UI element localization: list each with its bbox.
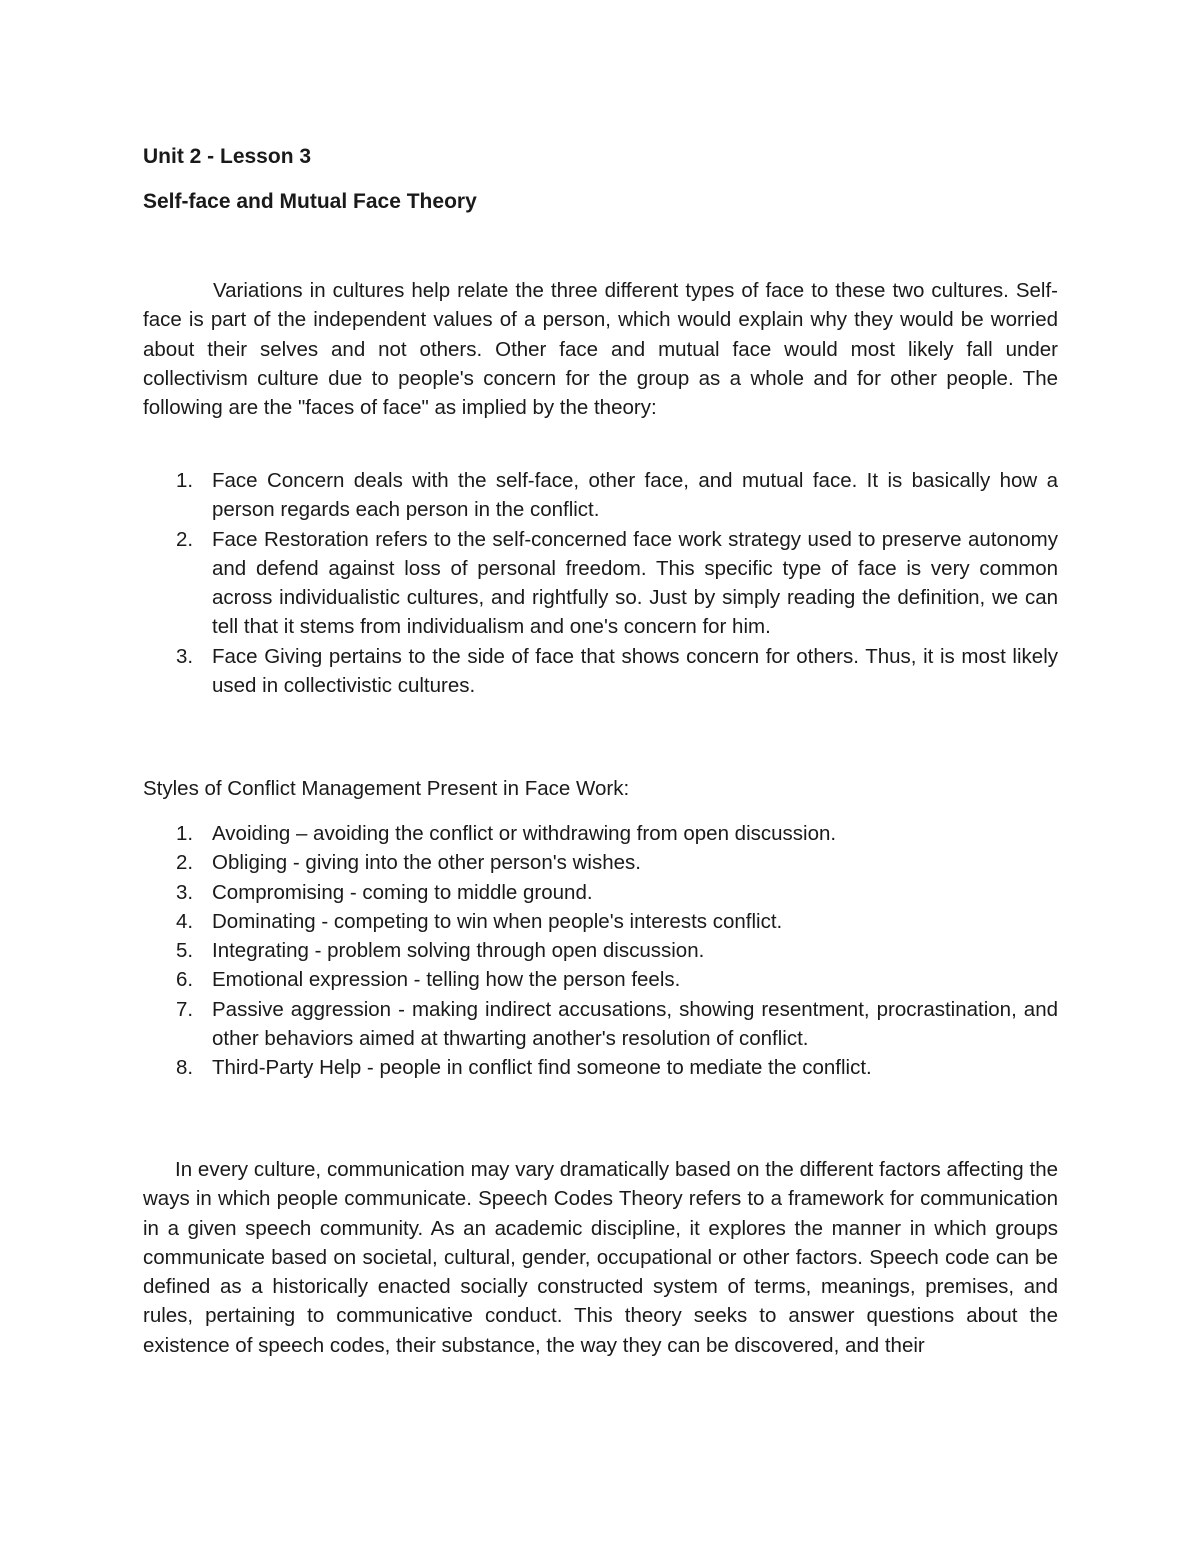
- list-item-text: Compromising - coming to middle ground.: [212, 880, 593, 904]
- list-item: [143, 907, 1058, 936]
- list-item-number: 3.: [176, 644, 194, 668]
- conflict-styles-list: [143, 819, 1058, 1083]
- list-item: [143, 819, 1058, 848]
- intro-paragraph: Variations in cultures help relate the three different types of face to these two cultures. Self-face is part of the independent values of a person, which would explain why they would be worried about their selves and not others. Other face and mutual face would most likely fall under collectivism culture due to people's concern for the group as a whole and for other people. The following are the "faces of face" as implied by the theory:: [143, 279, 1058, 420]
- list-item-number: 1.: [176, 822, 194, 845]
- speech-codes-paragraph: In every culture, communication may vary dramatically based on the different factors affecting the ways in which people communicate. Speech Codes Theory refers to a framework for communication in a given speech community. As an academic discipline, it explores the manner in which groups communicate based on societal, cultural, gender, occupational or other factors. Speech code can be defined as a historically enacted socially constructed system of terms, meanings, premises, and rules, pertaining to communicative conduct. This theory seeks to answer questions about the existence of speech codes, their substance, the way they can be discovered, and their: [143, 1158, 1058, 1357]
- list-item-text: Passive aggression - making indirect accusations, showing resentment, procrastination, and other behaviors aimed at thwarting another's resolution of conflict.: [212, 997, 1058, 1051]
- list-item: [143, 965, 1058, 994]
- list-item-text: Third-Party Help - people in conflict find someone to mediate the conflict.: [212, 1056, 872, 1080]
- faces-of-face-list: [143, 466, 1058, 700]
- list-item-number: 7.: [176, 997, 194, 1021]
- list-item-text: Face Concern deals with the self-face, other face, and mutual face. It is basically how a person regards each person in the conflict.: [212, 469, 1058, 522]
- list-item-text: Face Restoration refers to the self-concerned face work strategy used to preserve autonomy and defend against loss of personal freedom. This specific type of face is very common across individualistic cultures, and rightfully so. Just by simply reading the definition, we can tell that it stems from individualism and one's concern for him.: [212, 527, 1058, 639]
- list-item: [143, 936, 1058, 965]
- lesson-title: Unit 2 - Lesson 3: [143, 145, 312, 168]
- list-item-text: Avoiding – avoiding the conflict or withdrawing from open discussion.: [212, 822, 837, 845]
- list-item: [143, 1053, 1058, 1082]
- list-item-number: 3.: [176, 880, 194, 904]
- list-item-number: 4.: [176, 909, 194, 933]
- list-item: [143, 995, 1058, 1054]
- list-item-number: 8.: [176, 1056, 194, 1080]
- list-item-text: Face Giving pertains to the side of face that shows concern for others. Thus, it is most likely used in collectivistic cultures.: [212, 644, 1058, 698]
- list-item: [143, 525, 1058, 642]
- list-item-number: 5.: [176, 939, 194, 963]
- lesson-subtitle: Self-face and Mutual Face Theory: [143, 190, 477, 213]
- list-item-number: 6.: [176, 968, 194, 992]
- list-item-number: 2.: [176, 527, 194, 551]
- list-item-number: 1.: [176, 469, 194, 492]
- list-item-text: Integrating - problem solving through open discussion.: [212, 939, 705, 963]
- list-item: [143, 878, 1058, 907]
- list-item: [143, 466, 1058, 525]
- list-item-text: Dominating - competing to win when people's interests conflict.: [212, 909, 783, 933]
- list-item-text: Obliging - giving into the other person's wishes.: [212, 851, 641, 875]
- list-item: [143, 848, 1058, 877]
- list-item-number: 2.: [176, 851, 194, 875]
- styles-heading: Styles of Conflict Management Present in Face Work:: [143, 777, 630, 800]
- list-item: [143, 642, 1058, 701]
- list-item-text: Emotional expression - telling how the person feels.: [212, 968, 681, 992]
